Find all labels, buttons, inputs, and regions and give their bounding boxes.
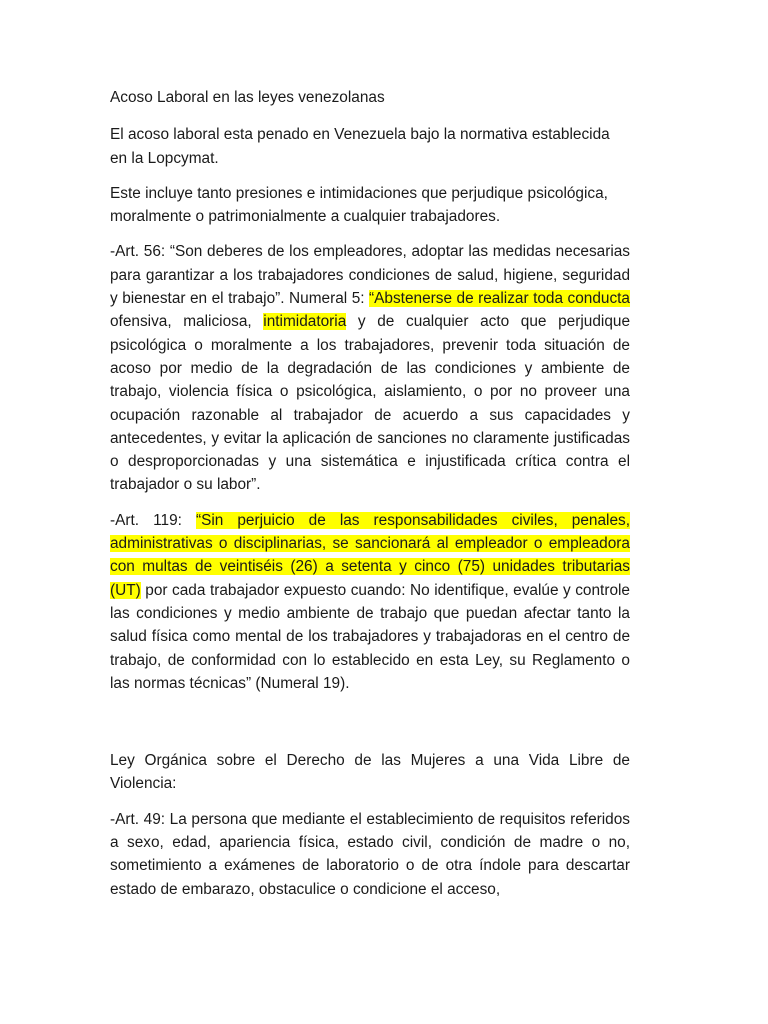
section-spacer <box>110 707 630 749</box>
article-49-paragraph: -Art. 49: La persona que mediante el establecimiento de requisitos referidos a sexo, edad, apariencia física, estado civil, condición de madre o no, sometimiento a exámenes de laboratorio o de otra índole para descartar estado de embarazo, obstaculice o condicione el acceso, <box>110 810 630 898</box>
law-heading: Ley Orgánica sobre el Derecho de las Mujeres a una Vida Libre de Violencia: <box>110 752 630 793</box>
article-56-rest: y de cualquier acto que perjudique psicológica o moralmente a los trabajadores, prevenir toda situación de acoso por medio de la degradación de las condiciones y ambiente de trabajo, violencia física o psicológica, aislamiento, o por no proveer una ocupación razonable al trabajador de acuerdo a sus capacidades y antecedentes, y evitar la aplicación de sanciones no claramente justificadas o desproporcionadas y una sistemática e injustificada crítica contra el trabajador o su labor”. <box>110 313 631 494</box>
scope-paragraph: Este incluye tanto presiones e intimidaciones que perjudique psicológica, moralmente o patrimonialmente a cualquier trabajadores. <box>110 184 608 226</box>
article-119-lead: -Art. 119: <box>110 511 196 529</box>
document-title: Acoso Laboral en las leyes venezolanas <box>110 89 385 106</box>
article-56-highlight-2: intimidatoria <box>263 313 347 331</box>
document-page <box>110 86 630 913</box>
article-119-paragraph <box>110 509 630 695</box>
article-56-highlight-1: “Abstenerse de realizar toda conducta <box>369 290 630 308</box>
article-56-paragraph <box>110 240 630 496</box>
article-56-mid: ofensiva, maliciosa, <box>110 313 264 331</box>
article-56-lead: -Art. 56: “Son deberes de los empleadores, adoptar las medidas necesarias para garantizar a los trabajadores condiciones de salud, higiene, seguridad y bienestar en el trabajo”. Numeral 5: <box>110 243 630 308</box>
article-119-highlight: “Sin perjuicio de las responsabilidades civiles, penales, administrativas o disciplinarias, se sancionará al empleador o empleadora con multas de veintiséis (26) a setenta y cinco (75) unidades tributarias (UT) <box>110 511 630 599</box>
article-119-rest: por cada trabajador expuesto cuando: No identifique, evalúe y controle las condiciones y medio ambiente de trabajo que puedan afectar tanto la salud física como mental de los trabajadores y trabajadoras en el centro de trabajo, de conformidad con lo establecido en esta Ley, su Reglamento o las normas técnicas” (Numeral 19). <box>110 581 630 692</box>
intro-paragraph: El acoso laboral esta penado en Venezuela bajo la normativa establecida en la Lopcymat. <box>110 126 610 167</box>
